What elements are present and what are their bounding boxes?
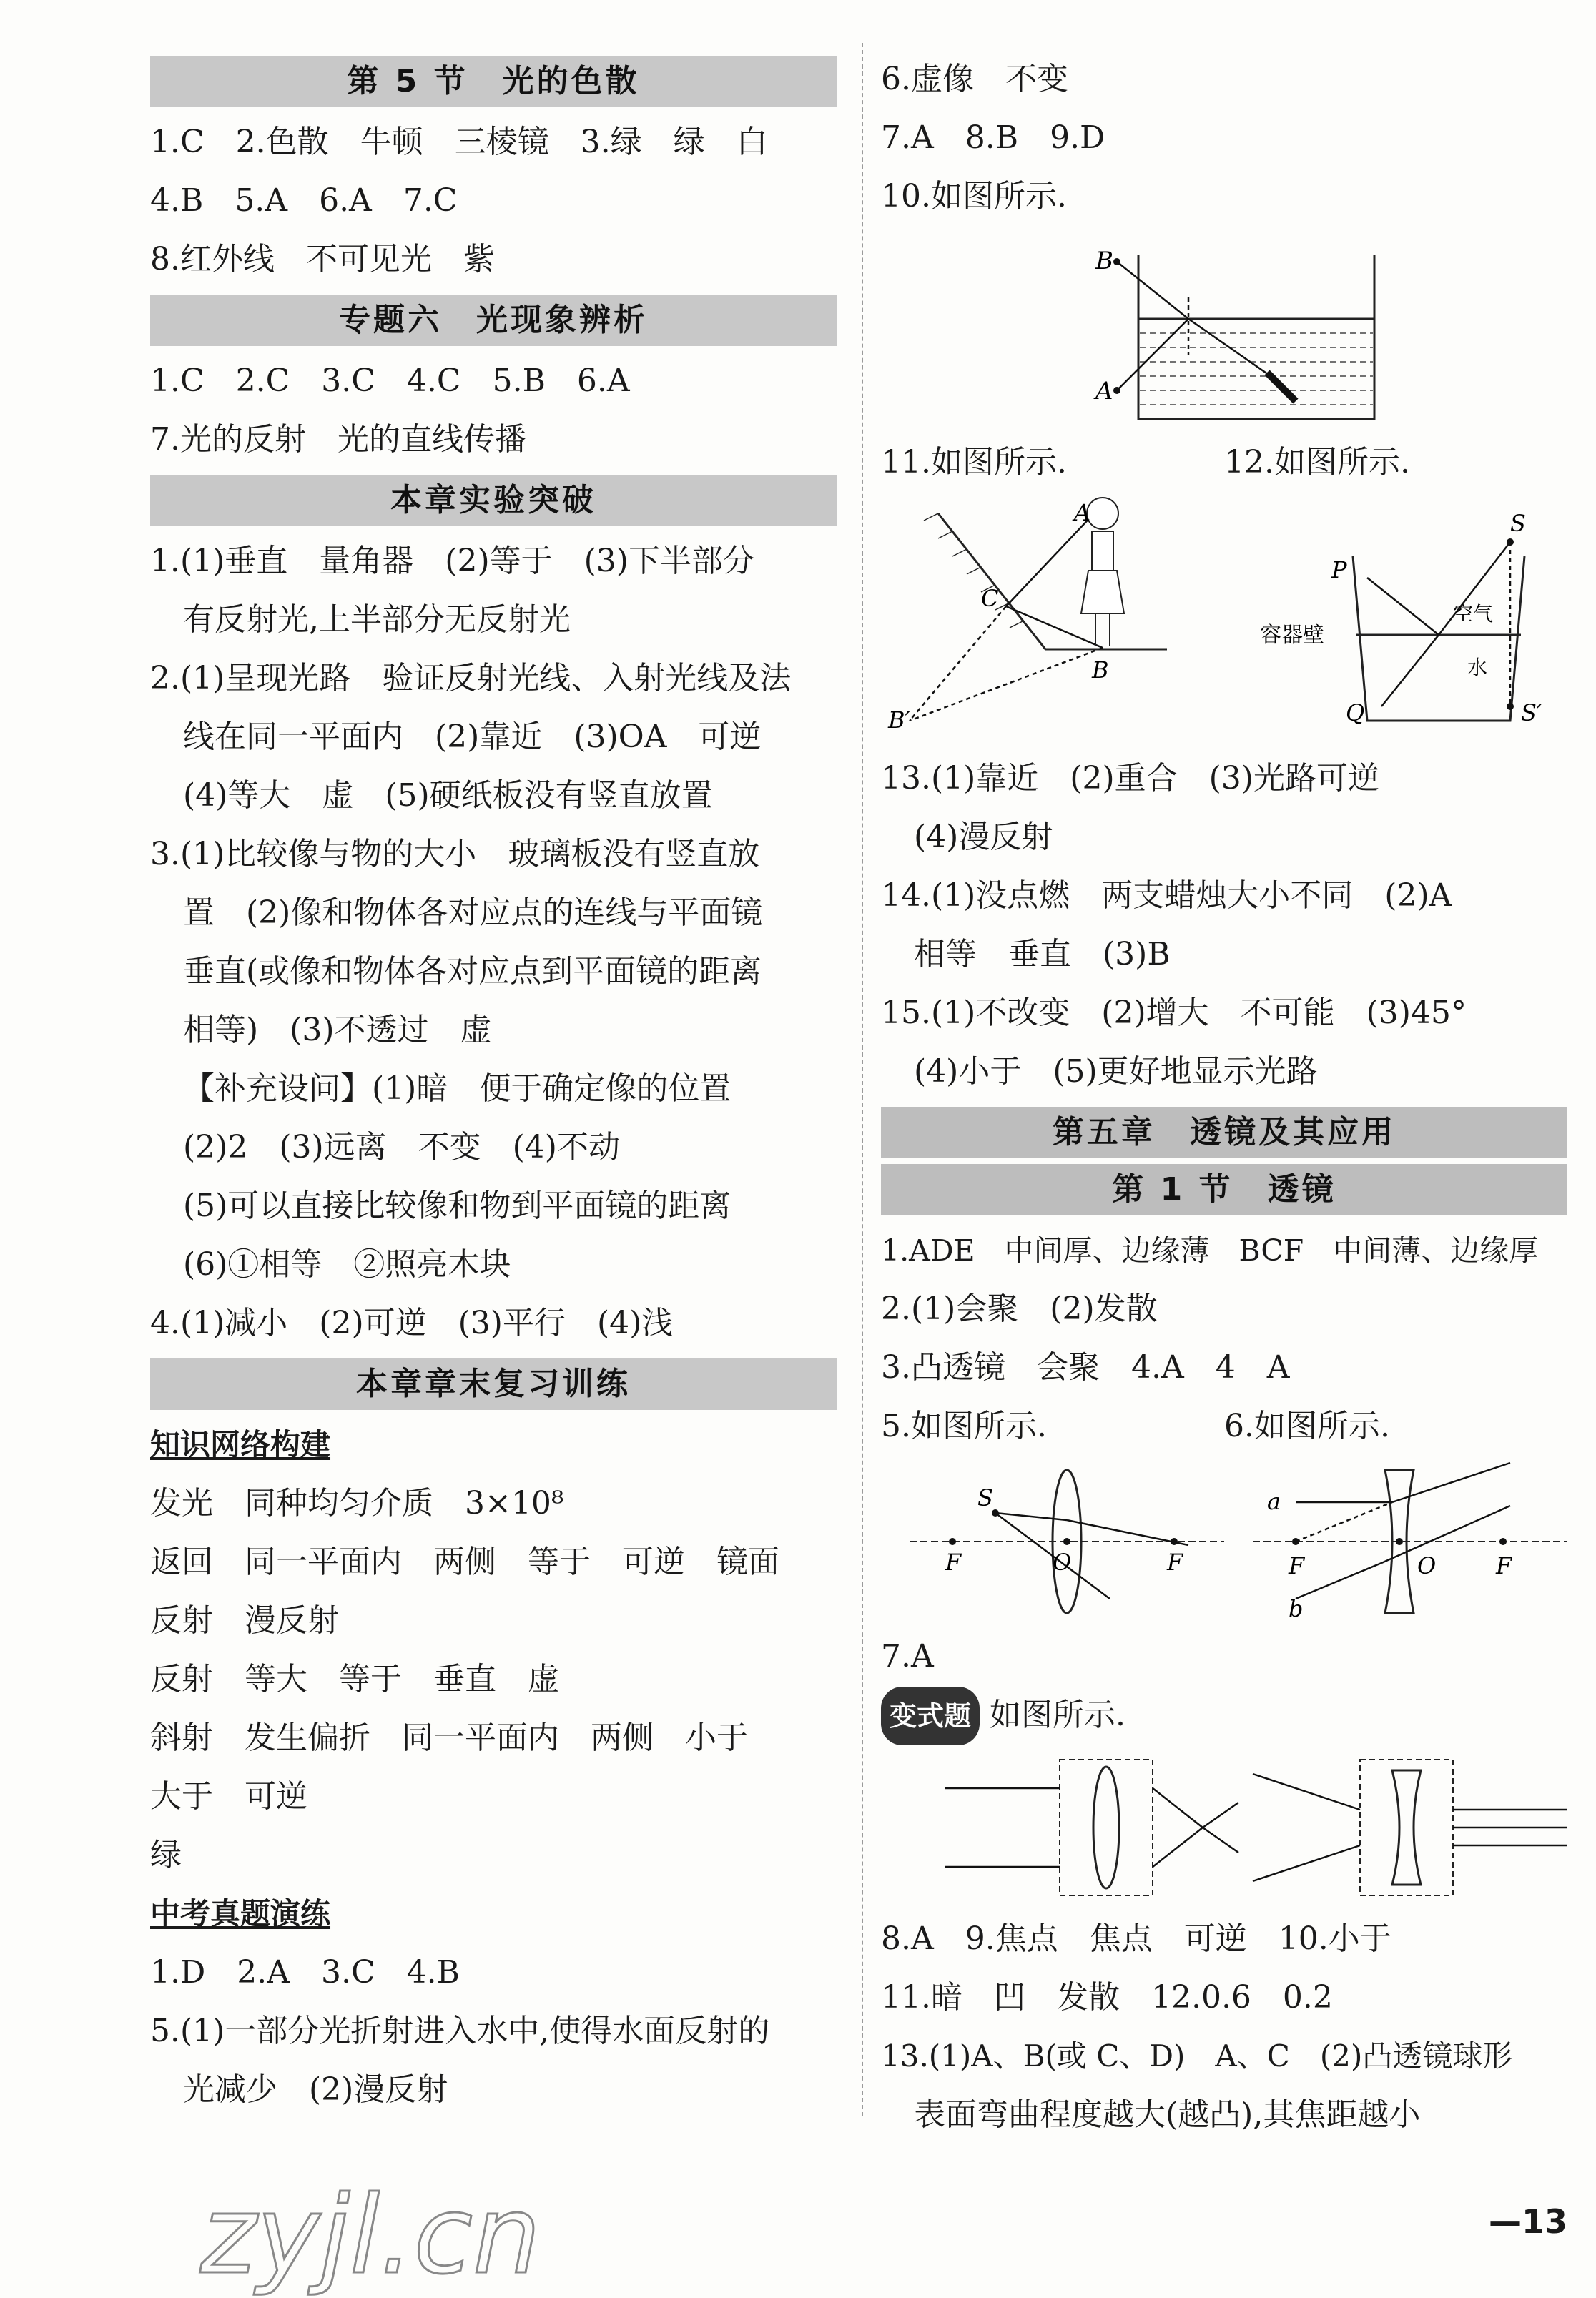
variant-text: 如图所示.: [990, 1697, 1126, 1733]
answer-line: (4)等大 虚 (5)硬纸板没有竖直放置: [183, 777, 713, 814]
answer-line: 4.B 5.A 6.A 7.C: [150, 182, 458, 219]
chapter-5-header: 第五章 透镜及其应用: [881, 1107, 1567, 1158]
container-wall-label: 容器壁: [1260, 623, 1324, 648]
answer-line: 6.虚像 不变: [881, 61, 1068, 97]
answer-line: 1.ADE 中间厚、边缘薄 BCF 中间薄、边缘厚: [881, 1233, 1539, 1268]
review-header: 本章章末复习训练: [150, 1358, 837, 1410]
answer-line: 1.C 2.色散 牛顿 三棱镜 3.绿 绿 白: [150, 124, 768, 160]
point-label: Q: [1346, 699, 1365, 726]
watermark: zyjl.cn: [200, 2174, 541, 2298]
section-header-5: 第 5 节 光的色散: [150, 56, 837, 107]
answer-pair: [881, 433, 1567, 492]
figure-5-6-lenses: [881, 1456, 1567, 1627]
point-label: F: [945, 1549, 962, 1576]
section-1-header: 第 1 节 透镜: [881, 1164, 1567, 1215]
answer-line: 斜射 发生偏折 同一平面内 两侧 小于: [150, 1720, 748, 1756]
answer-line: 12.如图所示.: [1224, 444, 1410, 480]
answer-line: 2.(1)呈现光路 验证反射光线、入射光线及法: [150, 660, 792, 696]
answer-line: 7.A: [881, 1638, 934, 1675]
answer-line: 1.C 2.C 3.C 4.C 5.B 6.A: [150, 363, 630, 399]
answer-line: 【补充设问】(1)暗 便于确定像的位置: [183, 1070, 732, 1107]
point-label: B: [1092, 656, 1109, 684]
page-number: —13: [1488, 2202, 1567, 2241]
variant-badge: 变式题: [881, 1687, 980, 1745]
answer-line: 垂直(或像和物体各对应点到平面镜的距离: [183, 953, 762, 990]
answer-line: 1.(1)垂直 量角器 (2)等于 (3)下半部分: [150, 543, 754, 579]
figure-variant-lens-boxes: [881, 1745, 1567, 1910]
point-label: C: [981, 585, 999, 612]
answer-line: 14.(1)没点燃 两支蜡烛大小不同 (2)A: [881, 877, 1452, 914]
figure-11-12: [881, 492, 1567, 749]
answer-line: 相等) (3)不透过 虚: [183, 1012, 492, 1048]
answer-line: (4)漫反射: [914, 819, 1053, 855]
answer-line: (2)2 (3)远离 不变 (4)不动: [183, 1129, 620, 1165]
answer-line: 有反射光,上半部分无反射光: [183, 601, 571, 638]
answer-line: 3.(1)比较像与物的大小 玻璃板没有竖直放: [150, 836, 760, 872]
answer-line: 6.如图所示.: [1224, 1408, 1390, 1444]
point-label: B′: [888, 706, 910, 734]
answer-line: 15.(1)不改变 (2)增大 不可能 (3)45°: [881, 995, 1467, 1031]
answer-line: 返回 同一平面内 两侧 等于 可逆 镜面: [150, 1544, 779, 1580]
variant-line: [881, 1686, 1567, 1745]
answer-line: 13.(1)靠近 (2)重合 (3)光路可逆: [881, 760, 1379, 797]
water-label: 水: [1467, 656, 1488, 679]
answer-line: 相等 垂直 (3)B: [914, 936, 1171, 972]
answer-line: 反射 等大 等于 垂直 虚: [150, 1661, 559, 1697]
answer-line: (6)①相等 ②照亮木块: [183, 1246, 511, 1283]
answer-line: (5)可以直接比较像和物到平面镜的距离: [183, 1188, 732, 1224]
right-column: [881, 50, 1567, 2241]
answer-line: 7.光的反射 光的直线传播: [150, 421, 526, 458]
answer-line: 反射 漫反射: [150, 1602, 339, 1639]
answer-line: 1.D 2.A 3.C 4.B: [150, 1954, 460, 1991]
answer-line: 表面弯曲程度越大(越凸),其焦距越小: [914, 2096, 1421, 2133]
answer-line: 10.如图所示.: [881, 178, 1067, 214]
figure-10-water-refraction: [881, 226, 1567, 433]
point-label: S: [1510, 510, 1526, 537]
answer-line: 发光 同种均匀介质 3×10⁸: [150, 1485, 564, 1522]
left-column: [150, 50, 837, 2119]
answer-line: 11.暗 凹 发散 12.0.6 0.2: [881, 1979, 1333, 2016]
answer-line: 5.如图所示.: [881, 1408, 1047, 1444]
point-label: S′: [1521, 699, 1542, 726]
point-label: S: [977, 1484, 993, 1512]
answer-line: 光减少 (2)漫反射: [183, 2071, 448, 2108]
answer-line: 大于 可逆: [150, 1778, 307, 1815]
experiment-header: 本章实验突破: [150, 475, 837, 526]
exam-practice-title: 中考真题演练: [150, 1896, 331, 1931]
answer-line: 8.红外线 不可见光 紫: [150, 241, 495, 277]
answer-line: 置 (2)像和物体各对应点的连线与平面镜: [183, 894, 763, 931]
answer-line: 11.如图所示.: [881, 444, 1067, 480]
answer-line: 4.(1)减小 (2)可逆 (3)平行 (4)浅: [150, 1305, 674, 1341]
knowledge-network-title: 知识网络构建: [150, 1427, 331, 1462]
answer-line: 3.凸透镜 会聚 4.A 4 A: [881, 1349, 1290, 1386]
point-label: O: [1417, 1552, 1437, 1579]
point-label: P: [1331, 556, 1347, 583]
answer-line: 8.A 9.焦点 焦点 可逆 10.小于: [881, 1920, 1391, 1957]
point-label: A: [1074, 499, 1091, 526]
topic-header-6: 专题六 光现象辨析: [150, 295, 837, 346]
answer-line: 2.(1)会聚 (2)发散: [881, 1291, 1158, 1327]
point-label: a: [1267, 1488, 1281, 1515]
point-label: F: [1167, 1549, 1183, 1576]
answer-line: 7.A 8.B 9.D: [881, 119, 1105, 156]
point-label: O: [1053, 1549, 1072, 1576]
answer-line: 线在同一平面内 (2)靠近 (3)OA 可逆: [183, 719, 762, 755]
answer-line: (4)小于 (5)更好地显示光路: [914, 1053, 1318, 1090]
point-label: F: [1496, 1552, 1512, 1579]
air-label: 空气: [1453, 602, 1494, 626]
point-label: B: [1095, 247, 1113, 275]
point-label: F: [1289, 1552, 1305, 1579]
column-divider: [862, 43, 863, 2116]
point-label: b: [1289, 1595, 1304, 1622]
answer-pair: [881, 1397, 1567, 1456]
point-label: A: [1095, 377, 1113, 405]
answer-line: 绿: [150, 1837, 182, 1873]
answer-line: 13.(1)A、B(或 C、D) A、C (2)凸透镜球形: [881, 2038, 1513, 2073]
answer-line: 5.(1)一部分光折射进入水中,使得水面反射的: [150, 2013, 770, 2049]
